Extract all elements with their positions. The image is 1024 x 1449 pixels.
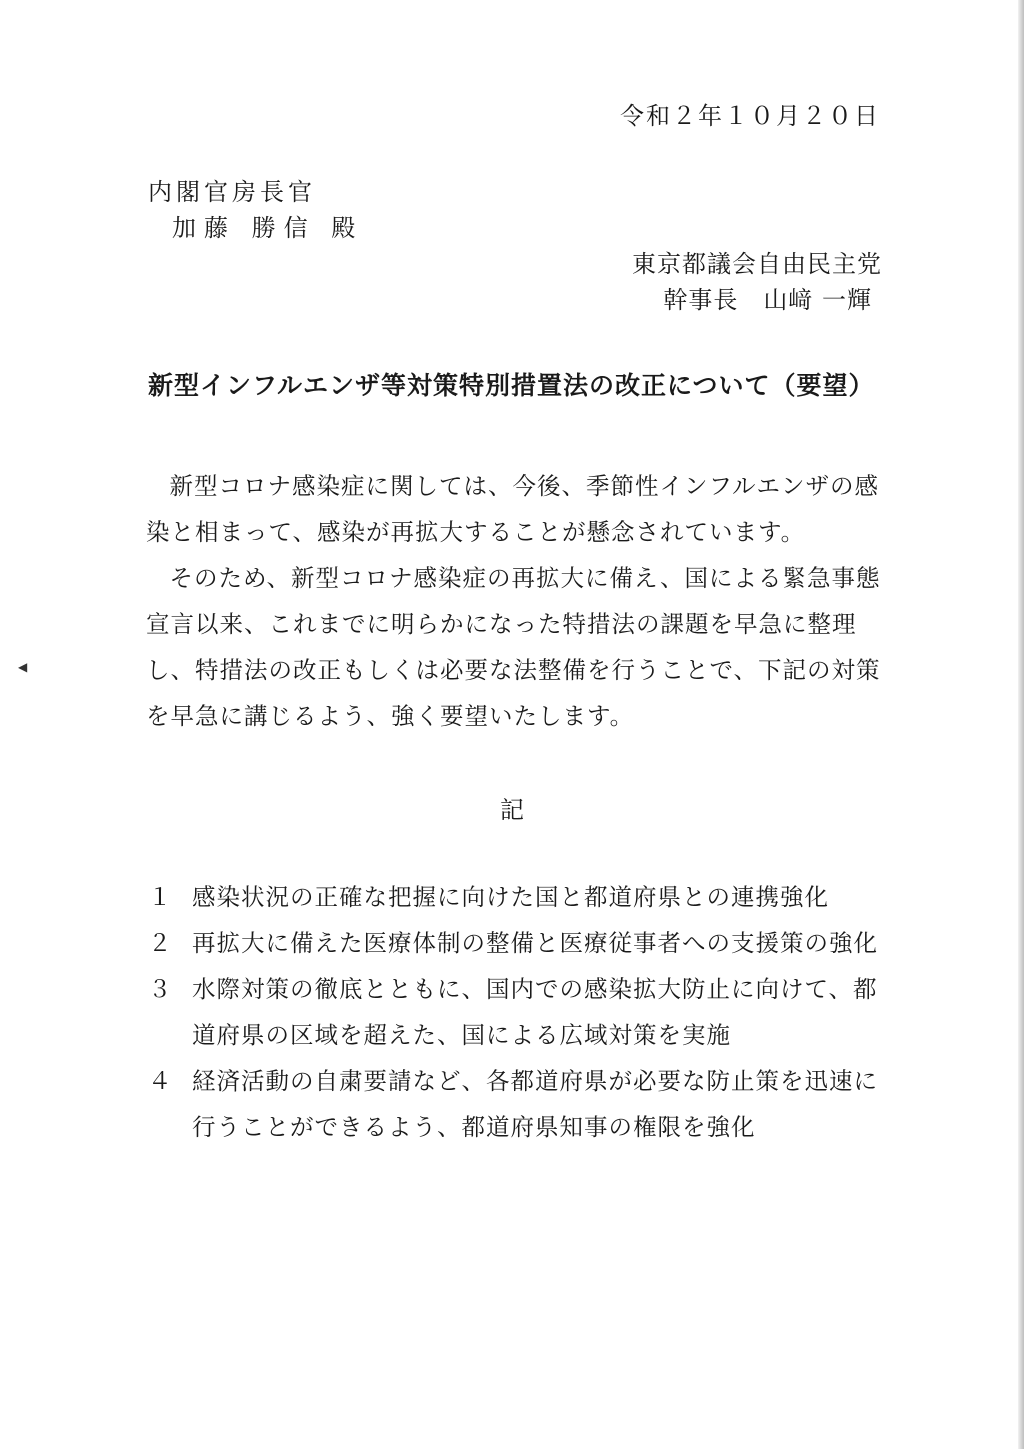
margin-marker-icon: ◀ — [18, 660, 28, 674]
ki-heading: 記 — [500, 796, 524, 824]
list-item-number: ４ — [148, 1067, 173, 1095]
recipient-block — [148, 174, 363, 246]
list-item-text: 経済活動の自粛要請など、各都道府県が必要な防止策を迅速に行うことができるよう、都道府県知事の権限を強化 — [192, 1067, 878, 1141]
list-item — [148, 874, 888, 920]
list-item-text: 再拡大に備えた医療体制の整備と医療従事者への支援策の強化 — [192, 929, 878, 957]
list-item-text: 感染状況の正確な把握に向けた国と都道府県との連携強化 — [192, 883, 829, 911]
sender-title: 幹事長 山﨑 一輝 — [663, 286, 872, 314]
sender-block — [632, 246, 882, 318]
recipient-title: 内閣官房長官 — [148, 178, 316, 206]
document-date: 令和２年１０月２０日 — [620, 102, 880, 130]
body-paragraph: そのため、新型コロナ感染症の再拡大に備え、国による緊急事態宣言以来、これまでに明らかになった特措法の課題を早急に整理し、特措法の改正もしくは必要な法整備を行うことで、下記の対策を早急に講じるよう、強く要望いたします。 — [146, 564, 881, 730]
body-paragraph: 新型コロナ感染症に関しては、今後、季節性インフルエンザの感染と相まって、感染が再拡大することが懸念されています。 — [146, 472, 880, 546]
list-item — [148, 966, 888, 1058]
request-list — [148, 874, 888, 1150]
list-item — [148, 920, 888, 966]
list-item-number: ２ — [148, 929, 173, 957]
body-text — [146, 463, 886, 739]
document-heading: 新型インフルエンザ等対策特別措置法の改正について（要望） — [148, 371, 875, 400]
list-item-number: １ — [148, 883, 173, 911]
scan-edge — [1018, 0, 1024, 1449]
recipient-name: 加藤 勝信 殿 — [172, 214, 364, 242]
sender-organization: 東京都議会自由民主党 — [632, 250, 882, 278]
list-item-text: 水際対策の徹底とともに、国内での感染拡大防止に向けて、都道府県の区域を超えた、国による広域対策を実施 — [192, 975, 878, 1049]
list-item — [148, 1058, 888, 1150]
list-item-number: ３ — [148, 975, 173, 1003]
